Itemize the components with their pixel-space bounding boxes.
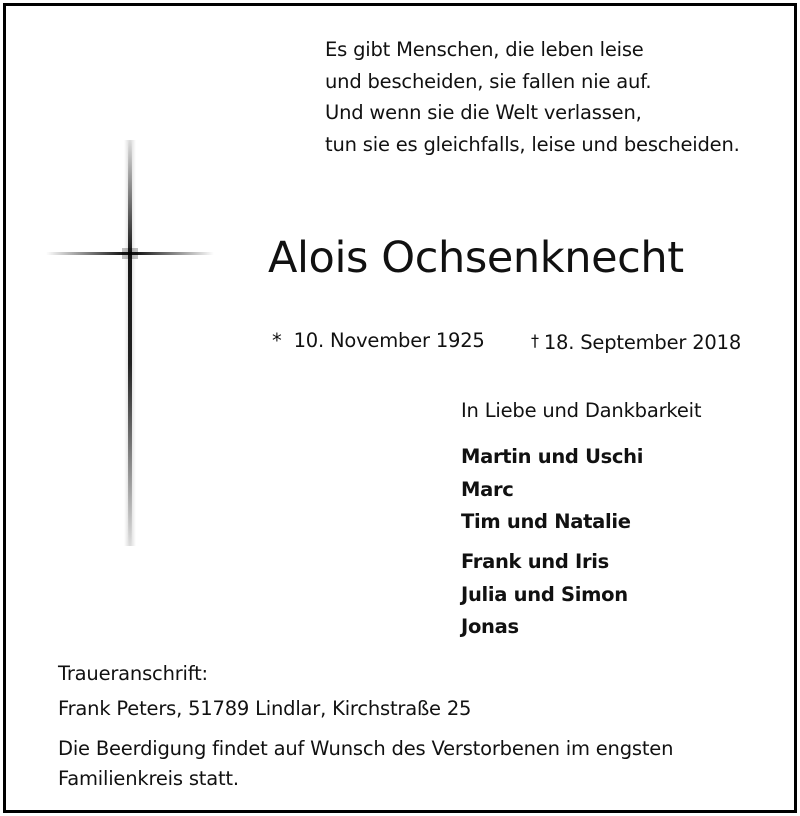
death-date: 18. September 2018 xyxy=(543,331,742,354)
funeral-notice xyxy=(58,734,758,794)
poem-line: Es gibt Menschen, die leben leise xyxy=(325,38,644,61)
cross-icon xyxy=(46,140,214,546)
memorial-poem xyxy=(325,34,740,160)
mourners-group-one xyxy=(461,441,643,539)
birth-date: 10. November 1925 xyxy=(293,329,485,352)
death-date-line xyxy=(531,327,741,357)
mourner-name: Martin und Uschi xyxy=(461,445,644,468)
poem-line: Und wenn sie die Welt verlassen, xyxy=(325,101,642,124)
death-symbol: † xyxy=(531,331,539,350)
mourners-intro: In Liebe und Dankbarkeit xyxy=(461,399,702,422)
mourners-group-two xyxy=(461,546,628,644)
deceased-name: Alois Ochsenknecht xyxy=(268,233,684,283)
mourning-address xyxy=(58,656,471,726)
mourner-name: Jonas xyxy=(461,615,519,638)
mourner-name: Julia und Simon xyxy=(461,582,628,606)
poem-line: und bescheiden, sie fallen nie auf. xyxy=(325,69,652,93)
notice-line: Familienkreis statt. xyxy=(58,767,239,790)
mourner-name: Frank und Iris xyxy=(461,550,609,573)
mourner-name: Marc xyxy=(461,477,514,501)
address-value: Frank Peters, 51789 Lindlar, Kirchstraße 25 xyxy=(58,697,472,720)
notice-line: Die Beerdigung findet auf Wunsch des Verstorbenen im engsten xyxy=(58,737,674,760)
birth-symbol: * xyxy=(272,329,282,352)
address-label: Traueranschrift: xyxy=(58,662,208,685)
birth-date-line xyxy=(272,327,485,355)
mourner-name: Tim und Natalie xyxy=(461,510,631,533)
poem-line: tun sie es gleichfalls, leise und bescheiden. xyxy=(325,132,740,156)
